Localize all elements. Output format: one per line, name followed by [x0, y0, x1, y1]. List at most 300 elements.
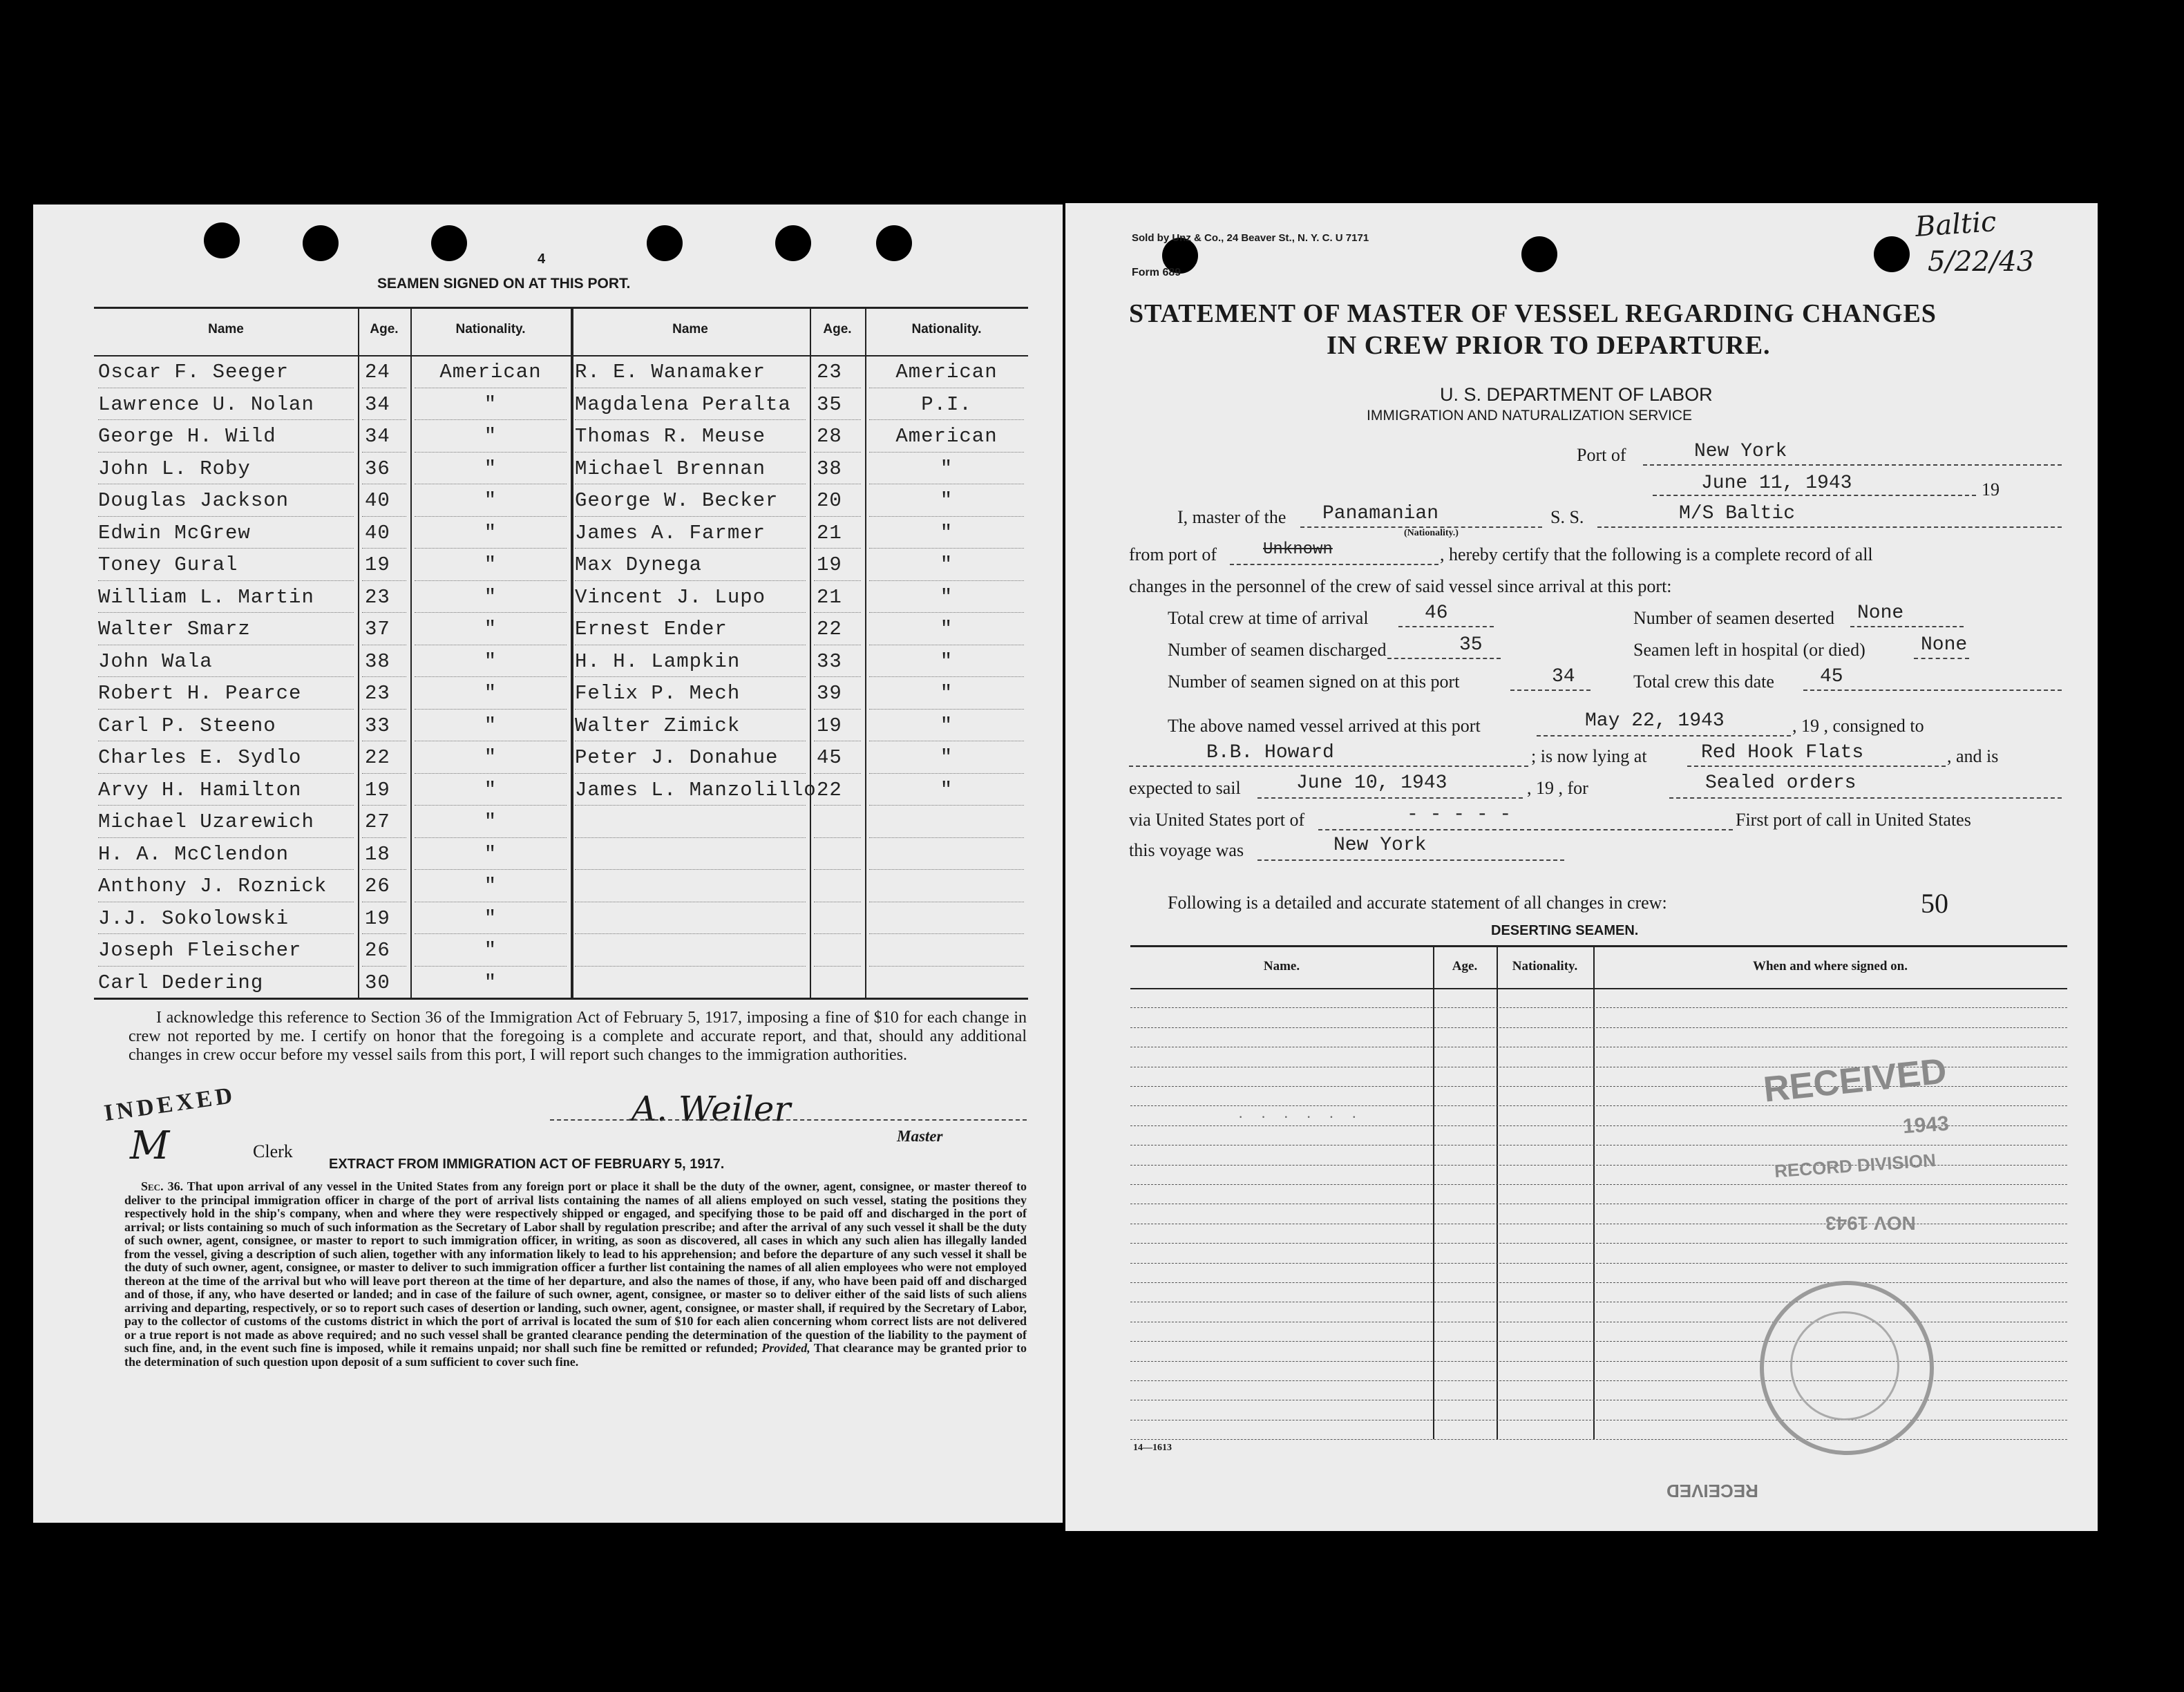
discharged-value: 35 [1459, 634, 1483, 656]
crew-age: 26 [365, 939, 390, 962]
table-row-rule [415, 805, 567, 806]
crew-nationality: " [484, 714, 497, 737]
crew-nationality: " [484, 618, 497, 640]
table-row-rule [869, 612, 1024, 613]
hospital-line [1914, 658, 1969, 659]
table-header-rule [94, 355, 1028, 357]
voyage-label: this voyage was [1129, 840, 1244, 860]
table-row-rule [575, 452, 806, 453]
table-row-rule [575, 933, 806, 934]
crew-nationality: " [484, 810, 497, 833]
consignee-value: B.B. Howard [1206, 742, 1334, 763]
crew-name: John Wala [98, 649, 213, 673]
table-row-rule [98, 933, 354, 934]
table-row-rule [362, 837, 406, 838]
crew-age: 19 [365, 778, 390, 801]
table-row-rule [415, 966, 567, 967]
crew-name: Vincent J. Lupo [575, 585, 766, 609]
voyage-line [1257, 859, 1564, 861]
round-seal-date: NOV 1943 [1825, 1213, 1916, 1234]
table-row-rule [575, 709, 806, 710]
table-row-rule [415, 580, 567, 581]
crew-name: H. H. Lampkin [575, 649, 741, 673]
crew-name: Lawrence U. Nolan [98, 392, 314, 416]
crew-name: Ernest Ender [575, 618, 728, 640]
service-name: IMMIGRATION AND NATURALIZATION SERVICE [1367, 408, 1692, 424]
crew-nationality: " [940, 489, 953, 512]
crew-nationality: " [940, 585, 953, 609]
crew-name: James A. Farmer [575, 521, 766, 544]
crew-age: 22 [365, 746, 390, 769]
ss-label: S. S. [1550, 507, 1584, 527]
crew-name: Walter Smarz [98, 618, 251, 640]
signed-value: 34 [1552, 666, 1575, 687]
column-header: Nationality. [911, 322, 982, 336]
table-row-rule [362, 548, 406, 549]
crew-age: 19 [817, 553, 842, 576]
vessel-line [1597, 526, 2062, 528]
lying-label: ; is now lying at [1531, 746, 1647, 766]
binder-hole [1874, 236, 1910, 272]
crew-nationality: " [940, 618, 953, 640]
date-value: June 11, 1943 [1701, 473, 1852, 494]
crew-age: 18 [365, 842, 390, 866]
crew-name: George H. Wild [98, 425, 276, 448]
table-row-rule [98, 773, 354, 774]
crew-age: 39 [817, 682, 842, 705]
crew-nationality: " [484, 585, 497, 609]
table-row-rule [575, 805, 806, 806]
left-page [33, 205, 1063, 1523]
desert-column-header: Name. [1263, 959, 1300, 973]
crew-name: Thomas R. Meuse [575, 425, 766, 448]
crew-nationality: " [940, 778, 953, 801]
department-name: U. S. DEPARTMENT OF LABOR [1440, 384, 1713, 405]
table-row-rule [869, 837, 1024, 838]
extract-body: That upon arrival of any vessel in the United States from any foreign port or place it shall be the duty of the owner, agent, consignee, or master thereof to deliver to the principal immigration officer in charge of the port of arrival lists containing the names of all aliens employed on such vessel, stating the positions they respectively hold in the ship's company, when and where they were respectively shipped or engaged, and specifying those to be paid off and discharged in the port of arrival; or lists containing so much of such information as the Secretary of Labor shall by regulation prescribe; and after the arrival of any such vessel it shall be the duty of such owner, agent, consignee, or master to report to such immigration officer, in writing, as soon as discovered, all cases in which any such alien has illegally landed from the vessel, giving a description of such alien, together with any information likely to lead to his apprehension; and before the departure of any such vessel it shall be the duty of such owner, agent, consignee, or master to deliver to such immigration officer a further list containing the names of all alien employees who were not employed thereon at the time of the arrival but who will leave port thereon at the time of her departure, and also the names of those, if any, who have been paid off and discharged and of those, if any, who have deserted or landed; and in case of the failure of such owner, agent, consignee, or master so to deliver either of the said lists of such aliens arriving and departing, respectively, or so to report such cases of desertion or landing, such owner, agent, consignee, or master shall, if required by the Secretary of Labor, pay to the collector of customs of the customs district in which the port of arrival is located the sum of $10 for each alien concerning whom correct lists are not delivered or a true report is not made as above required; and no such vessel shall be granted clearance pending the determination of the question of the liability to the payment of such fine, and, in the event such fine is imposed, while it remains unpaid; nor shall such fine be remitted or refunded; [124, 1179, 1027, 1355]
crew-name: William L. Martin [98, 585, 314, 609]
for-label: , 19 , for [1527, 778, 1588, 798]
table-row-rule [575, 676, 806, 677]
received-stamp-date: 1943 [1901, 1112, 1950, 1139]
table-column-rule [810, 307, 811, 998]
crew-name: Arvy H. Hamilton [98, 778, 302, 801]
consignee-line [1129, 766, 1528, 767]
section-title: SEAMEN SIGNED ON AT THIS PORT. [377, 276, 631, 292]
master-of-label: I, master of the [1177, 507, 1286, 527]
desert-table-row-rule [1130, 1263, 2067, 1264]
right-page [1065, 203, 2098, 1531]
table-row-rule [362, 933, 406, 934]
table-row-rule [575, 548, 806, 549]
crew-nationality: " [940, 521, 953, 544]
signature-line [550, 1119, 1027, 1121]
table-row-rule [362, 709, 406, 710]
table-row-rule [814, 869, 861, 870]
crew-nationality: " [484, 457, 497, 480]
crew-age: 34 [365, 392, 390, 416]
crew-age: 21 [817, 585, 842, 609]
indexed-stamp: INDEXED [102, 1082, 238, 1127]
expected-label: expected to sail [1129, 778, 1241, 798]
crew-age: 27 [365, 810, 390, 833]
crew-age: 36 [365, 457, 390, 480]
crew-nationality: American [895, 361, 998, 383]
crew-age: 34 [365, 425, 390, 448]
desert-column-header: When and where signed on. [1752, 959, 1908, 973]
crew-name: James L. Manzolillo [575, 778, 817, 801]
via-label: via United States port of [1129, 810, 1305, 830]
table-row-rule [98, 837, 354, 838]
crew-name: Max Dynega [575, 553, 703, 576]
table-row-rule [814, 805, 861, 806]
vessel-value: M/S Baltic [1679, 503, 1796, 524]
crew-nationality: " [484, 682, 497, 705]
table-row-rule [98, 548, 354, 549]
table-row-rule [869, 933, 1024, 934]
crew-name: Michael Uzarewich [98, 810, 314, 833]
table-row-rule [362, 580, 406, 581]
first-port-label: First port of call in United States [1736, 810, 1971, 830]
table-row-rule [814, 837, 861, 838]
deserted-value: None [1857, 602, 1904, 624]
table-row-rule [575, 419, 806, 420]
changes-text: changes in the personnel of the crew of said vessel since arrival at this port: [1129, 576, 1672, 596]
certify-text: , hereby certify that the following is a complete record of all [1440, 544, 1873, 564]
table-row-rule [869, 580, 1024, 581]
received-mirror-stamp: RECEIVED [1667, 1481, 1758, 1501]
crew-age: 24 [365, 361, 390, 383]
total-arrival-value: 46 [1425, 602, 1448, 624]
desert-table-row-rule [1130, 1243, 2067, 1244]
crew-nationality: " [940, 457, 953, 480]
table-row-rule [415, 837, 567, 838]
deserted-label: Number of seamen deserted [1633, 608, 1834, 628]
crew-name: John L. Roby [98, 457, 251, 480]
table-row-rule [814, 709, 861, 710]
desert-column-header: Nationality. [1512, 959, 1578, 973]
table-row-rule [415, 709, 567, 710]
column-header: Age. [823, 322, 852, 336]
crew-nationality: " [940, 682, 953, 705]
extract-text [124, 1180, 1027, 1369]
table-row-rule [98, 676, 354, 677]
crew-name: Douglas Jackson [98, 489, 289, 512]
table-row-rule [415, 548, 567, 549]
from-port-label: from port of [1129, 544, 1217, 564]
crew-name: J.J. Sokolowski [98, 906, 289, 930]
binder-hole [303, 225, 339, 261]
table-row-rule [869, 773, 1024, 774]
table-row-rule [575, 612, 806, 613]
crew-age: 33 [817, 649, 842, 673]
table-row-rule [869, 676, 1024, 677]
total-arrival-label: Total crew at time of arrival [1168, 608, 1369, 628]
master-signature: A. Weiler [632, 1089, 791, 1129]
port-line [1643, 464, 2062, 466]
round-seal-inner-ring [1790, 1311, 1899, 1420]
desert-table-header-rule [1130, 988, 2067, 989]
for-line [1669, 797, 2062, 799]
via-line [1318, 829, 1733, 830]
crew-nationality: " [940, 553, 953, 576]
crew-name: Charles E. Sydlo [98, 746, 302, 769]
crew-age: 45 [817, 746, 842, 769]
table-row-rule [415, 612, 567, 613]
expected-value: June 10, 1943 [1296, 772, 1447, 794]
master-label: Master [897, 1128, 943, 1145]
binder-hole [431, 225, 467, 261]
table-row-rule [98, 516, 354, 517]
column-header: Age. [370, 322, 399, 336]
crew-nationality: " [484, 906, 497, 930]
table-column-rule [358, 307, 359, 998]
crew-name: George W. Becker [575, 489, 779, 512]
signed-line [1510, 690, 1590, 691]
nationality-caption: (Nationality.) [1404, 528, 1459, 538]
faint-marks: · · · · · · [1238, 1108, 1364, 1125]
table-row-rule [98, 966, 354, 967]
crew-age: 22 [817, 778, 842, 801]
table-row-rule [415, 516, 567, 517]
port-label: Port of [1577, 445, 1626, 465]
table-row-rule [415, 933, 567, 934]
table-row-rule [869, 805, 1024, 806]
crew-name: Carl Dedering [98, 971, 264, 994]
table-row-rule [575, 837, 806, 838]
date-year-suffix: 19 [1982, 479, 2000, 500]
crew-name: Anthony J. Roznick [98, 875, 327, 897]
table-row-rule [362, 516, 406, 517]
and-is-label: , and is [1947, 746, 1999, 766]
table-row-rule [869, 419, 1024, 420]
table-row-rule [415, 773, 567, 774]
crew-nationality: " [484, 425, 497, 448]
from-port-line [1230, 564, 1438, 565]
table-row-rule [362, 773, 406, 774]
table-row-rule [415, 452, 567, 453]
table-top-rule [94, 307, 1028, 309]
crew-age: 19 [817, 714, 842, 737]
desert-table-row-rule [1130, 1145, 2067, 1146]
crew-nationality: " [940, 714, 953, 737]
received-stamp: RECEIVED [1761, 1051, 1949, 1110]
discharged-line [1387, 658, 1501, 659]
crew-name: Walter Zimick [575, 714, 741, 737]
crew-nationality: " [484, 971, 497, 994]
table-row-rule [362, 612, 406, 613]
form-title-line1: STATEMENT OF MASTER OF VESSEL REGARDING CHANGES [1129, 299, 1937, 328]
table-row-rule [814, 966, 861, 967]
form-number: Form 689 [1132, 267, 1181, 278]
table-row-rule [362, 805, 406, 806]
margin-number: 50 [1921, 888, 1948, 919]
crew-age: 33 [365, 714, 390, 737]
table-row-rule [362, 676, 406, 677]
clerk-initials: M [130, 1123, 170, 1168]
acknowledgement-text: I acknowledge this reference to Section 36 of the Immigration Act of February 5, 1917, imposing a fine of $10 for each change in crew not reported by me. I certify on honor that the foregoing is a complete and accurate report, and that, should any additional changes in crew occur before my vessel sails from this port, I will report such changes to the immigration authorities. [129, 1009, 1027, 1064]
total-today-line [1803, 690, 2062, 691]
handwritten-vessel: Baltic [1914, 205, 1997, 244]
table-row-rule [415, 869, 567, 870]
crew-age: 20 [817, 489, 842, 512]
crew-name: Peter J. Donahue [575, 746, 779, 769]
column-header: Name [672, 322, 708, 336]
table-row-rule [814, 548, 861, 549]
table-row-rule [869, 869, 1024, 870]
table-row-rule [98, 580, 354, 581]
crew-nationality: " [484, 842, 497, 866]
table-row-rule [869, 709, 1024, 710]
crew-name: Carl P. Steeno [98, 714, 276, 737]
table-row-rule [814, 452, 861, 453]
crew-age: 19 [365, 553, 390, 576]
crew-name: Robert H. Pearce [98, 682, 302, 705]
hospital-label: Seamen left in hospital (or died) [1633, 640, 1865, 660]
table-row-rule [362, 869, 406, 870]
table-row-rule [814, 676, 861, 677]
desert-table-top-rule [1130, 945, 2067, 947]
table-row-rule [814, 580, 861, 581]
table-row-rule [98, 612, 354, 613]
extract-proviso: That clearance may be granted prior to the determination of such question upon deposit of a sum sufficient to cover such fine. [124, 1341, 1027, 1369]
table-row-rule [362, 419, 406, 420]
crew-nationality: American [439, 361, 542, 383]
expected-line [1257, 797, 1523, 799]
desert-table-column-rule [1433, 945, 1434, 1439]
table-row-rule [814, 516, 861, 517]
crew-age: 28 [817, 425, 842, 448]
crew-nationality: American [895, 425, 998, 448]
table-row-rule [869, 966, 1024, 967]
table-row-rule [575, 773, 806, 774]
desert-table-column-rule [1497, 945, 1498, 1439]
lying-value: Red Hook Flats [1701, 742, 1864, 763]
discharged-label: Number of seamen discharged [1168, 640, 1387, 660]
table-row-rule [575, 580, 806, 581]
crew-age: 19 [365, 906, 390, 930]
column-header: Name [208, 322, 244, 336]
crew-nationality: P.I. [921, 392, 972, 416]
for-value: Sealed orders [1705, 772, 1857, 794]
table-bottom-rule [94, 998, 1028, 1000]
port-value: New York [1694, 441, 1787, 462]
crew-age: 23 [365, 585, 390, 609]
table-row-rule [814, 933, 861, 934]
crew-age: 37 [365, 618, 390, 640]
table-row-rule [814, 419, 861, 420]
crew-name: Michael Brennan [575, 457, 766, 480]
crew-name: Joseph Fleischer [98, 939, 302, 962]
binder-hole [1521, 236, 1557, 272]
following-text: Following is a detailed and accurate statement of all changes in crew: [1168, 893, 1667, 913]
page-number: 4 [538, 251, 546, 267]
crew-age: 35 [817, 392, 842, 416]
total-today-label: Total crew this date [1633, 672, 1774, 692]
crew-nationality: " [484, 939, 497, 962]
desert-column-header: Age. [1452, 959, 1478, 973]
crew-nationality: " [484, 553, 497, 576]
deserting-title: DESERTING SEAMEN. [1491, 923, 1639, 938]
crew-age: 26 [365, 875, 390, 897]
crew-age: 40 [365, 489, 390, 512]
crew-name: Edwin McGrew [98, 521, 251, 544]
extract-title: EXTRACT FROM IMMIGRATION ACT OF FEBRUARY 5, 1917. [329, 1157, 725, 1172]
date-line [1653, 495, 1976, 496]
desert-table-column-rule [1593, 945, 1595, 1439]
binder-hole [775, 225, 811, 261]
desert-table-row-rule [1130, 1007, 2067, 1008]
table-row-rule [869, 516, 1024, 517]
total-arrival-line [1398, 626, 1494, 627]
via-value: - - - - - [1407, 804, 1512, 826]
crew-nationality: " [484, 521, 497, 544]
crew-age: 38 [817, 457, 842, 480]
table-row-rule [575, 869, 806, 870]
crew-age: 23 [365, 682, 390, 705]
binder-hole [204, 222, 240, 258]
from-port-value: Unknown [1263, 540, 1333, 559]
provided-label: Provided, [761, 1341, 810, 1355]
table-row-rule [869, 548, 1024, 549]
table-row-rule [98, 805, 354, 806]
desert-table-row-rule [1130, 1184, 2067, 1185]
desert-table-row-rule [1130, 1027, 2067, 1028]
crew-age: 30 [365, 971, 390, 994]
binder-hole [876, 225, 912, 261]
form-code: 14—1613 [1133, 1443, 1172, 1453]
crew-nationality: " [484, 392, 497, 416]
desert-table-row-rule [1130, 1439, 2067, 1440]
printer-note: Sold by Unz & Co., 24 Beaver St., N. Y. C. U 7171 [1132, 232, 1369, 244]
crew-nationality: " [484, 778, 497, 801]
crew-table [94, 307, 1028, 998]
section-label: Sec. 36. [141, 1179, 184, 1193]
table-row-rule [415, 419, 567, 420]
consigned-label: , 19 , consigned to [1792, 716, 1924, 736]
crew-nationality: " [484, 746, 497, 769]
crew-name: Magdalena Peralta [575, 392, 791, 416]
desert-table-row-rule [1130, 1282, 2067, 1283]
table-column-rule [571, 307, 573, 998]
crew-name: Toney Gural [98, 553, 238, 576]
crew-nationality: " [940, 649, 953, 673]
table-row-rule [362, 966, 406, 967]
crew-name: H. A. McClendon [98, 842, 289, 866]
clerk-label: Clerk [253, 1141, 293, 1161]
crew-name: R. E. Wanamaker [575, 361, 766, 383]
crew-nationality: " [940, 746, 953, 769]
table-row-rule [814, 773, 861, 774]
round-seal-stamp [1760, 1281, 1934, 1455]
table-row-rule [98, 419, 354, 420]
table-row-rule [869, 452, 1024, 453]
crew-nationality: " [484, 489, 497, 512]
desert-table-row-rule [1130, 1105, 2067, 1106]
crew-age: 23 [817, 361, 842, 383]
crew-age: 21 [817, 521, 842, 544]
table-row-rule [575, 966, 806, 967]
crew-nationality: " [484, 875, 497, 897]
column-header: Nationality. [455, 322, 526, 336]
nationality-value: Panamanian [1322, 503, 1439, 524]
handwritten-date: 5/22/43 [1928, 246, 2035, 278]
crew-name: Felix P. Mech [575, 682, 741, 705]
table-row-rule [575, 516, 806, 517]
crew-nationality: " [484, 649, 497, 673]
voyage-value: New York [1333, 835, 1427, 856]
table-row-rule [415, 676, 567, 677]
